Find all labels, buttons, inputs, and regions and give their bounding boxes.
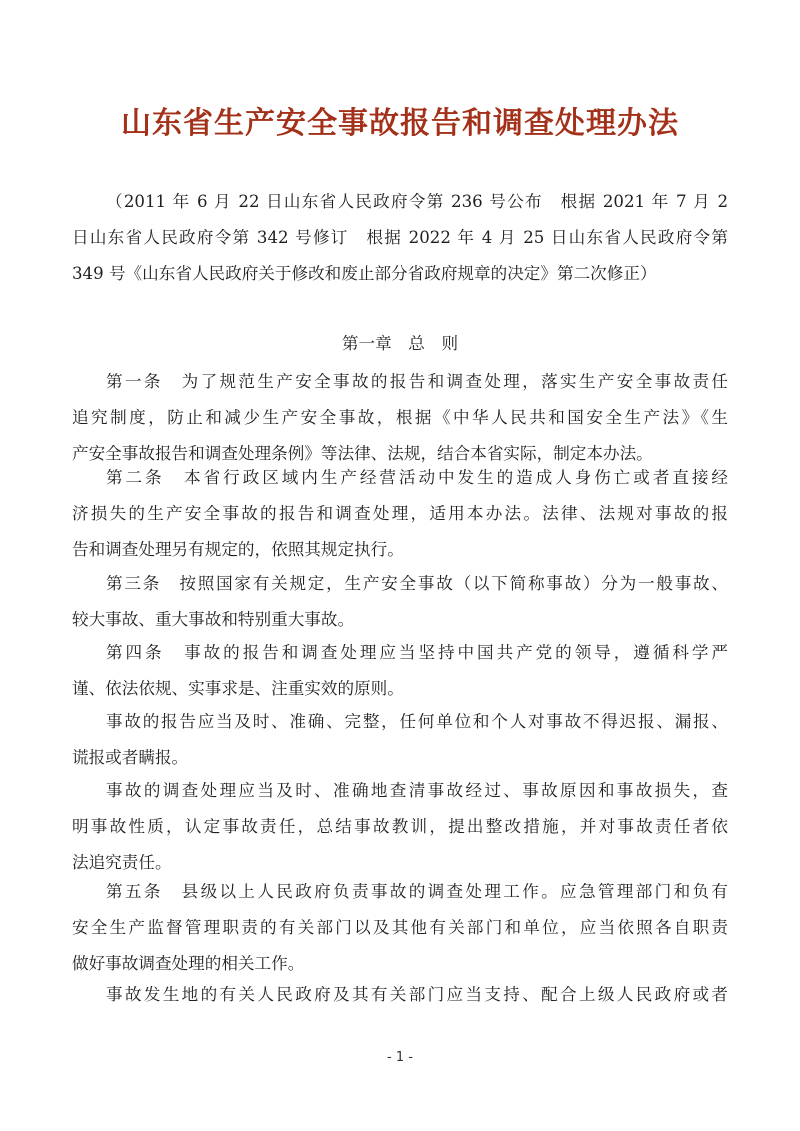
article-2 — [72, 460, 728, 568]
paragraph-line: 产安全事故报告和调查处理条例》等法律、法规，结合本省实际，制定本办法。 — [72, 444, 653, 463]
preamble-line: 349 号《山东省人民政府关于修改和废止部分省政府规章的决定》第二次修正） — [72, 264, 657, 283]
document-title: 山东省生产安全事故报告和调查处理办法 — [121, 106, 679, 141]
paragraph-line: 较大事故、重大事故和特别重大事故。 — [72, 610, 355, 629]
article-5 — [72, 874, 728, 982]
paragraph-line: 追究制度，防止和减少生产安全事故，根据《中华人民共和国安全生产法》《生 — [72, 408, 728, 427]
preamble-line: （2011 年 6 月 22 日山东省人民政府令第 236 号公布 根据 2021 年 7 月 2 — [106, 192, 728, 211]
paragraph-line: 谨、依法依规、实事求是、注重实效的原则。 — [72, 679, 404, 698]
article-5-paragraph-2 — [72, 977, 728, 1013]
paragraph-line: 济损失的生产安全事故的报告和调查处理，适用本办法。法律、法规对事故的报 — [72, 504, 728, 523]
paragraph-line: 法追究责任。 — [72, 853, 172, 872]
paragraph-line: 第二条 本省行政区域内生产经营活动中发生的造成人身伤亡或者直接经 — [106, 468, 728, 487]
paragraph-line: 谎报或者瞒报。 — [72, 748, 189, 767]
preamble — [72, 184, 728, 292]
paragraph-line: 事故发生地的有关人民政府及其有关部门应当支持、配合上级人民政府或者 — [106, 985, 728, 1004]
paragraph-line: 安全生产监督管理职责的有关部门以及其他有关部门和单位，应当依照各自职责 — [72, 918, 728, 937]
paragraph-line: 告和调查处理另有规定的，依照其规定执行。 — [72, 540, 404, 559]
article-1 — [72, 364, 728, 472]
paragraph-line: 第一条 为了规范生产安全事故的报告和调查处理，落实生产安全事故责任 — [106, 372, 728, 391]
page-number: - 1 - — [387, 1050, 413, 1065]
paragraph-line: 做好事故调查处理的相关工作。 — [72, 954, 305, 973]
preamble-line: 日山东省人民政府令第 342 号修订 根据 2022 年 4 月 25 日山东省人民政府令第 — [72, 228, 728, 247]
paragraph-line: 第四条 事故的报告和调查处理应当坚持中国共产党的领导，遵循科学严 — [106, 643, 728, 662]
paragraph-line: 事故的报告应当及时、准确、完整，任何单位和个人对事故不得迟报、漏报、 — [106, 712, 728, 731]
article-3 — [72, 566, 728, 638]
article-4-paragraph-3 — [72, 773, 728, 881]
paragraph-line: 第五条 县级以上人民政府负责事故的调查处理工作。应急管理部门和负有 — [106, 882, 728, 901]
article-4-paragraph-2 — [72, 704, 728, 776]
paragraph-line: 事故的调查处理应当及时、准确地查清事故经过、事故原因和事故损失，查 — [106, 781, 728, 800]
paragraph-line: 明事故性质，认定事故责任，总结事故教训，提出整改措施，并对事故责任者依 — [72, 817, 728, 836]
paragraph-line: 第三条 按照国家有关规定，生产安全事故（以下简称事故）分为一般事故、 — [106, 574, 728, 593]
article-4 — [72, 635, 728, 707]
chapter-heading: 第一章 总 则 — [341, 334, 459, 353]
